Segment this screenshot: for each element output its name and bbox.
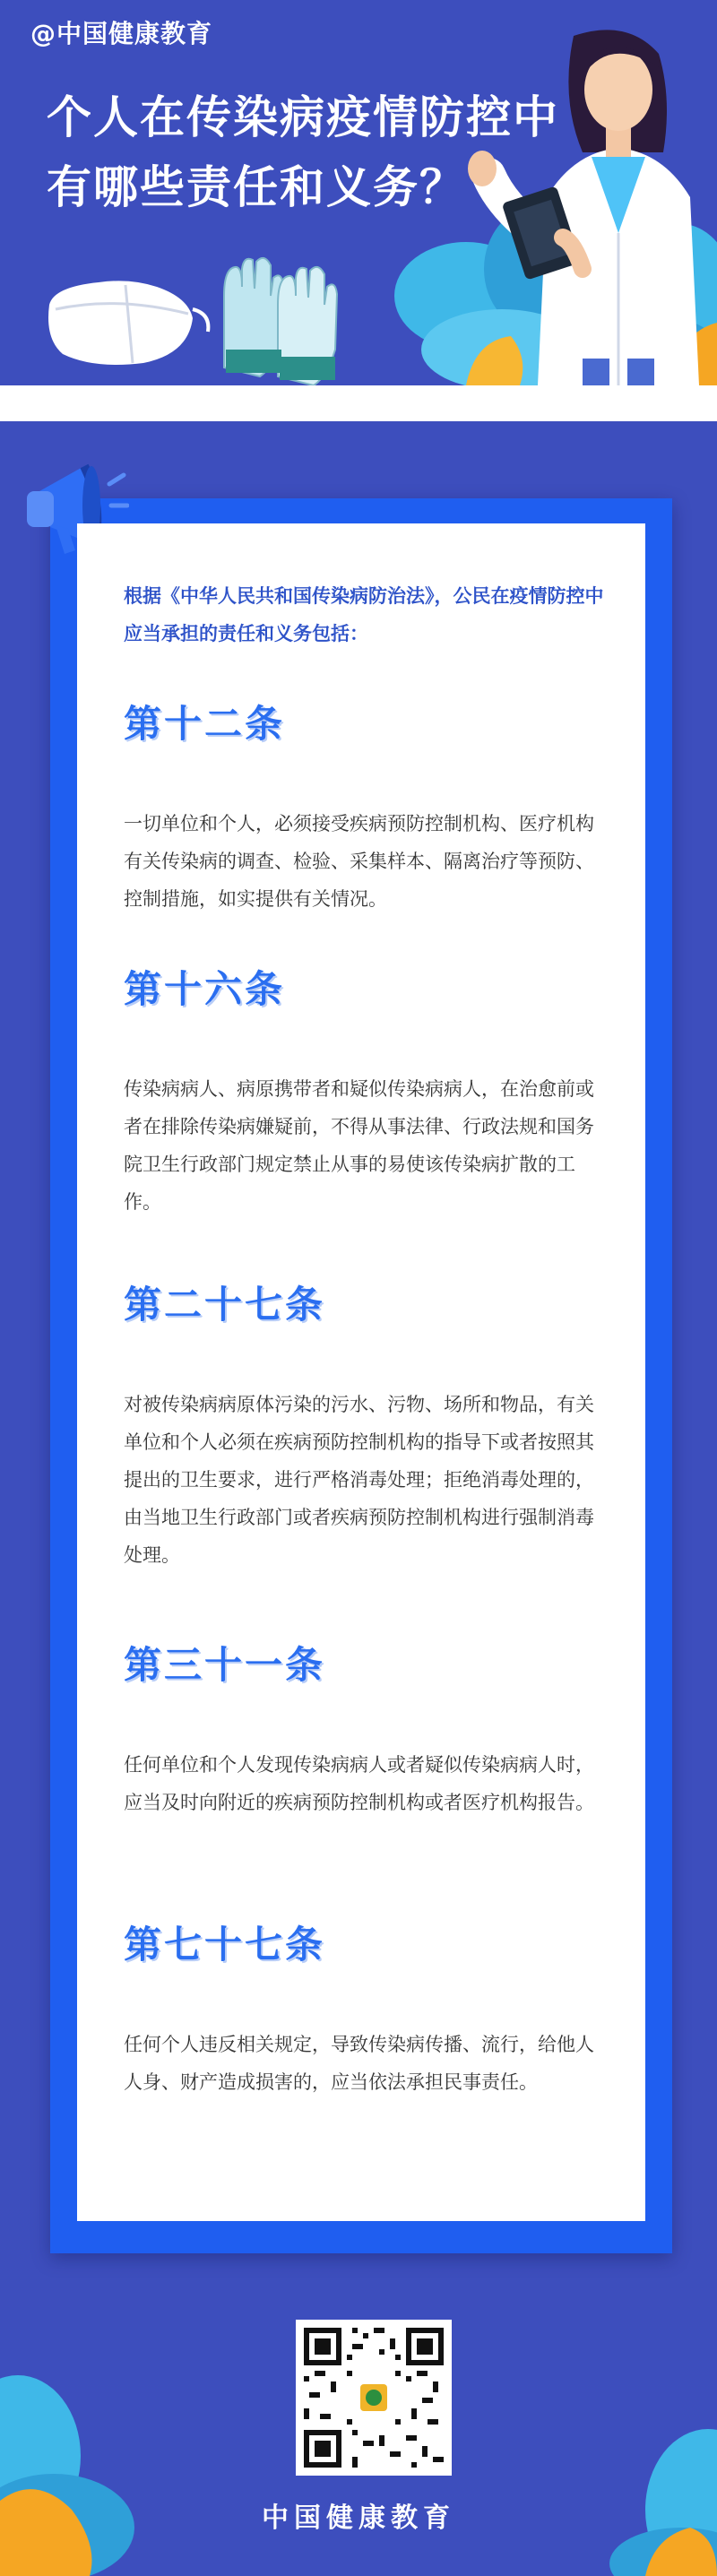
article-heading: 第十六条	[124, 967, 286, 1011]
article-77	[124, 1918, 608, 2101]
org-name: 中国健康教育	[262, 2503, 455, 2534]
article-27	[124, 1278, 608, 1574]
article-body: 任何个人违反相关规定，导致传染病传播、流行，给他人人身、财产造成损害的，应当依法承担民事责任。	[124, 2034, 594, 2093]
account-handle: @中国健康教育	[30, 19, 213, 48]
face-mask-icon	[48, 281, 208, 365]
article-body: 一切单位和个人，必须接受疾病预防控制机构、医疗机构有关传染病的调查、检验、采集样本、隔离治疗等预防、控制措施，如实提供有关情况。	[124, 813, 594, 910]
article-heading: 第二十七条	[124, 1283, 326, 1327]
content-card	[77, 523, 645, 2221]
article-31	[124, 1638, 608, 1821]
article-heading: 第三十一条	[124, 1643, 326, 1687]
article-body: 传染病病人、病原携带者和疑似传染病病人，在治愈前或者在排除传染病嫌疑前，不得从事法律、行政法规和国务院卫生行政部门规定禁止从事的易使该传染病扩散的工作。	[124, 1078, 594, 1213]
title-line-2: 有哪些责任和义务？	[47, 161, 466, 213]
qr-code-image	[304, 2328, 444, 2468]
article-body: 任何单位和个人发现传染病病人或者疑似传染病病人时，应当及时向附近的疾病预防控制机构或者医疗机构报告。	[124, 1754, 594, 1813]
article-12	[124, 697, 608, 918]
intro-text: 根据《中华人民共和国传染病防治法》，公民在疫情防控中应当承担的责任和义务包括：	[124, 585, 604, 644]
article-16	[124, 963, 608, 1221]
title-line-1: 个人在传染病疫情防控中	[47, 91, 559, 143]
page-title	[47, 82, 602, 222]
header-divider	[0, 385, 717, 421]
article-heading: 第七十七条	[124, 1923, 326, 1967]
gloves-icon	[224, 258, 337, 385]
article-heading: 第十二条	[124, 702, 286, 746]
header-banner	[0, 0, 717, 385]
article-body: 对被传染病病原体污染的污水、污物、场所和物品，有关单位和个人必须在疾病预防控制机构的指导下或者按照其提出的卫生要求，进行严格消毒处理；拒绝消毒处理的，由当地卫生行政部门或者疾病预防控制机构进行强制消毒处理。	[124, 1394, 594, 1566]
qr-code[interactable]	[296, 2320, 452, 2476]
